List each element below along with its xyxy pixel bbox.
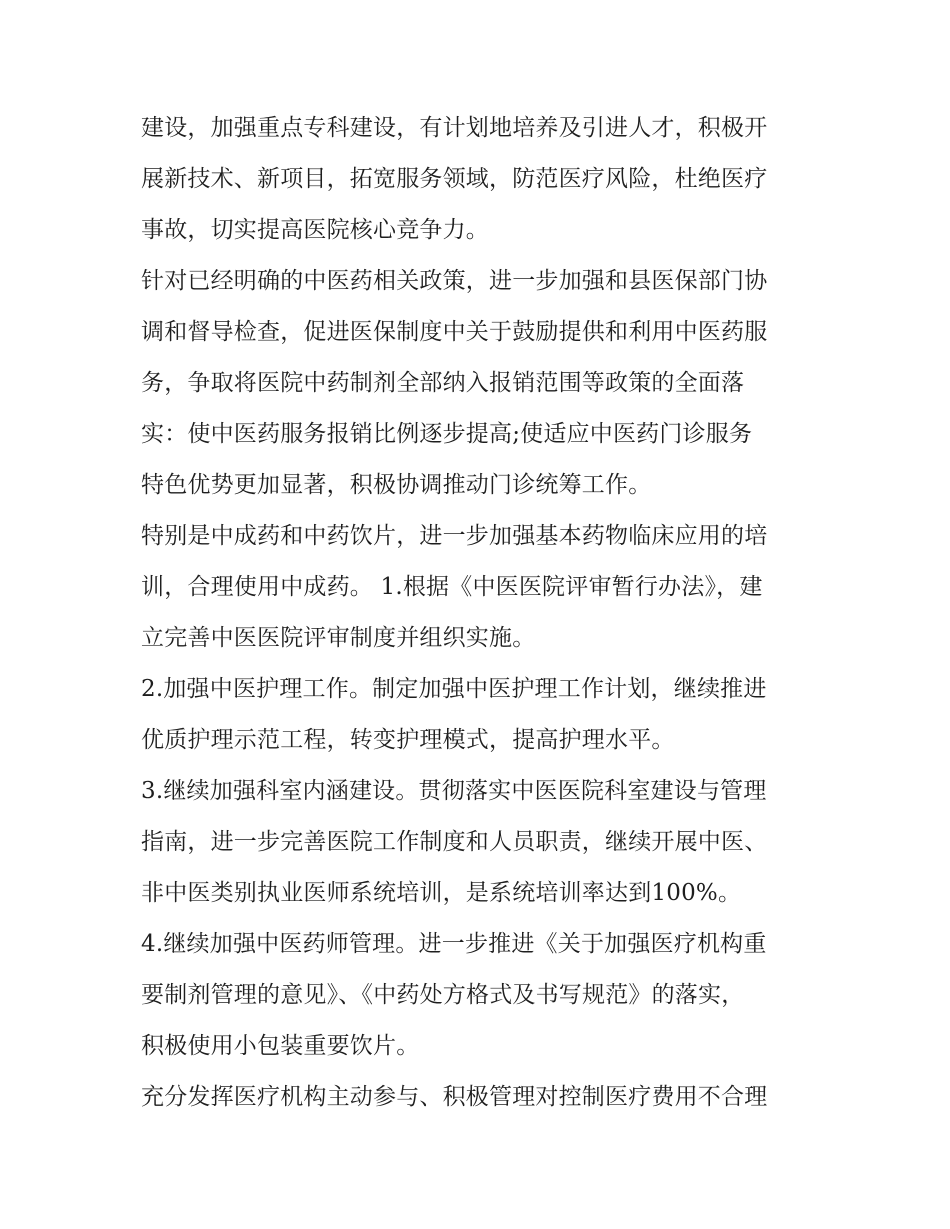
- paragraph-2: [141, 256, 831, 511]
- text-line: 立完善中医医院评审制度并组织实施。: [141, 625, 536, 651]
- text-line: 调和督导检查，促进医保制度中关于鼓励提供和利用中医药服: [141, 319, 768, 345]
- text-line: 非中医类别执业医师系统培训，是系统培训率达到100%。: [141, 880, 742, 906]
- text-line: 务，争取将医院中药制剂全部纳入报销范围等政策的全面落: [141, 370, 745, 396]
- text-line: 针对已经明确的中医药相关政策，进一步加强和县医保部门协: [141, 268, 768, 294]
- paragraph-7: [141, 1072, 831, 1123]
- text-line: 训，合理使用中成药。 1.根据《中医医院评审暂行办法》，建: [141, 574, 763, 600]
- text-line: 优质护理示范工程，转变护理模式，提高护理水平。: [141, 727, 675, 753]
- paragraph-3: [141, 511, 831, 664]
- text-line: 事故，切实提高医院核心竞争力。: [141, 217, 489, 243]
- text-line: 建设，加强重点专科建设，有计划地培养及引进人才，积极开: [141, 115, 768, 141]
- text-line: 3.继续加强科室内涵建设。贯彻落实中医医院科室建设与管理: [141, 778, 767, 804]
- text-line: 特色优势更加显著，积极协调推动门诊统筹工作。: [141, 472, 652, 498]
- text-line: 积极使用小包装重要饮片。: [141, 1033, 420, 1059]
- text-line: 4.继续加强中医药师管理。进一步推进《关于加强医疗机构重: [141, 931, 767, 957]
- text-line: 实：使中医药服务报销比例逐步提高;使适应中医药门诊服务: [141, 421, 753, 447]
- document-body: [141, 103, 831, 1123]
- text-line: 要制剂管理的意见》、《中药处方格式及书写规范》的落实，: [141, 982, 745, 1008]
- text-line: 展新技术、新项目，拓宽服务领域，防范医疗风险，杜绝医疗: [141, 166, 768, 192]
- paragraph-5: [141, 766, 831, 919]
- text-line: 指南，进一步完善医院工作制度和人员职责，继续开展中医、: [141, 829, 768, 855]
- text-line: 特别是中成药和中药饮片，进一步加强基本药物临床应用的培: [141, 523, 768, 549]
- paragraph-1: [141, 103, 831, 256]
- paragraph-6: [141, 919, 831, 1072]
- text-line: 2.加强中医护理工作。制定加强中医护理工作计划，继续推进: [141, 676, 767, 702]
- text-line: 充分发挥医疗机构主动参与、积极管理对控制医疗费用不合理: [141, 1084, 768, 1110]
- paragraph-4: [141, 664, 831, 766]
